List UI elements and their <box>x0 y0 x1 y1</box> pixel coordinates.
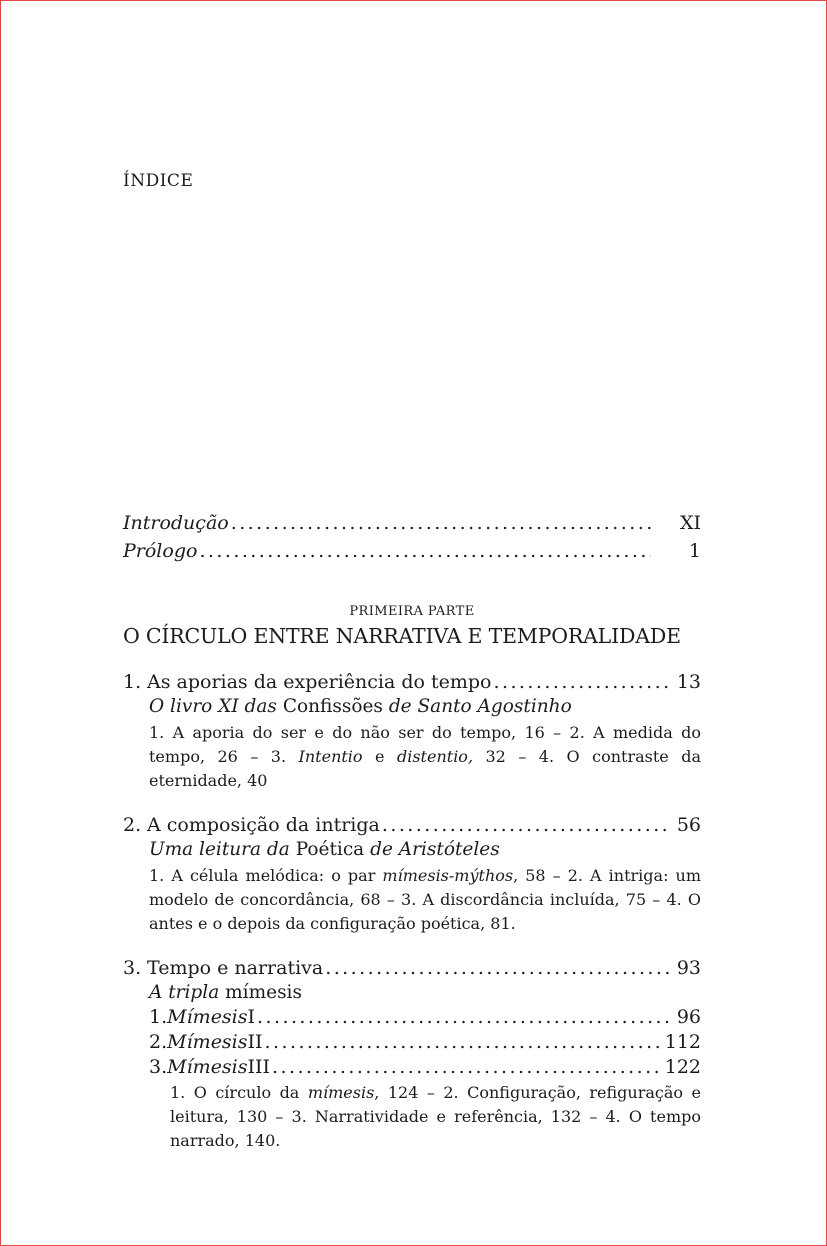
chapter-title: Tempo e narrativa <box>147 957 324 979</box>
section-summary: 1. O círculo da mímesis, 124 – 2. Configuração, refiguração e leitura, 130 – 3. Narratividade e referência, 132 – 4. O tempo narrado, 140. <box>170 1083 701 1150</box>
chapter-number: 2. <box>123 814 142 836</box>
chapter-subtitle: A tripla mímesis <box>149 982 302 1003</box>
toc-entry-section-1[interactable]: 1. Mímesis I . . . 96 <box>149 1005 701 1030</box>
index-heading: ÍNDICE <box>123 171 194 191</box>
toc-page-number: 1 <box>688 540 701 562</box>
toc-entry-chapter-1[interactable] <box>123 669 701 695</box>
toc-page-number: 13 <box>676 671 701 693</box>
chapter-title: A composição da intriga <box>147 814 380 836</box>
toc-page-number: 56 <box>676 814 701 836</box>
toc-page-number: 93 <box>676 957 701 979</box>
chapter-number: 3. <box>123 957 142 979</box>
chapter-summary: 1. A aporia do ser e do não ser do tempo, 16 – 2. A medida do tempo, 26 – 3. Intentio e distentio, 32 – 4. O contraste da eternidade, 40 <box>149 723 702 790</box>
toc-page-number: 96 <box>676 1006 701 1028</box>
toc-entry-chapter-2[interactable] <box>123 812 701 838</box>
dot-leader <box>272 1055 659 1080</box>
dot-leader <box>265 1030 659 1055</box>
front-matter <box>123 509 701 565</box>
chapter-summary: 1. A célula melódica: o par mímesis-mýthos, 58 – 2. A intriga: um modelo de concordância, 68 – 3. A discordância incluída, 75 – 4. O antes e o depois da configuração poética, 81. <box>149 866 702 933</box>
section-roman: II <box>247 1031 263 1053</box>
section-roman: I <box>247 1006 256 1028</box>
section-name: Mímesis <box>167 1056 248 1078</box>
chapter-1 <box>123 669 701 793</box>
section-roman: III <box>247 1056 271 1078</box>
chapter-2 <box>123 812 701 936</box>
part-label: PRIMEIRA PARTE <box>349 604 475 619</box>
chapter-3 <box>123 955 701 1153</box>
chapter-number: 1. <box>123 671 142 693</box>
toc-entry-prologue[interactable] <box>123 537 701 565</box>
toc-entry-label: Introdução <box>123 512 229 534</box>
toc-entry-introduction[interactable] <box>123 509 701 537</box>
toc-page-number: 122 <box>664 1056 701 1078</box>
chapter-title: As aporias da experiência do tempo <box>147 671 492 693</box>
toc-entry-section-2[interactable]: 2. Mímesis II . . . 112 <box>149 1030 701 1055</box>
chapter-subtitle: O livro XI das Confissões de Santo Agostinho <box>149 696 572 717</box>
dot-leader <box>199 537 651 565</box>
dot-leader <box>493 669 669 695</box>
dot-leader <box>257 1005 669 1030</box>
toc-page-number: 112 <box>664 1031 701 1053</box>
section-name: Mímesis <box>167 1031 248 1053</box>
toc-entry-section-3[interactable]: 3. Mímesis III . . . 122 <box>149 1055 701 1080</box>
part-title: O CÍRCULO ENTRE NARRATIVA E TEMPORALIDADE <box>123 624 681 648</box>
toc-page-number: XI <box>679 512 701 534</box>
section-name: Mímesis <box>167 1006 248 1028</box>
dot-leader <box>325 955 669 981</box>
dot-leader <box>382 812 669 838</box>
dot-leader <box>231 509 651 537</box>
toc-entry-chapter-3[interactable] <box>123 955 701 981</box>
chapter-subtitle: Uma leitura da Poética de Aristóteles <box>149 839 500 860</box>
toc-entry-label: Prólogo <box>123 540 198 562</box>
